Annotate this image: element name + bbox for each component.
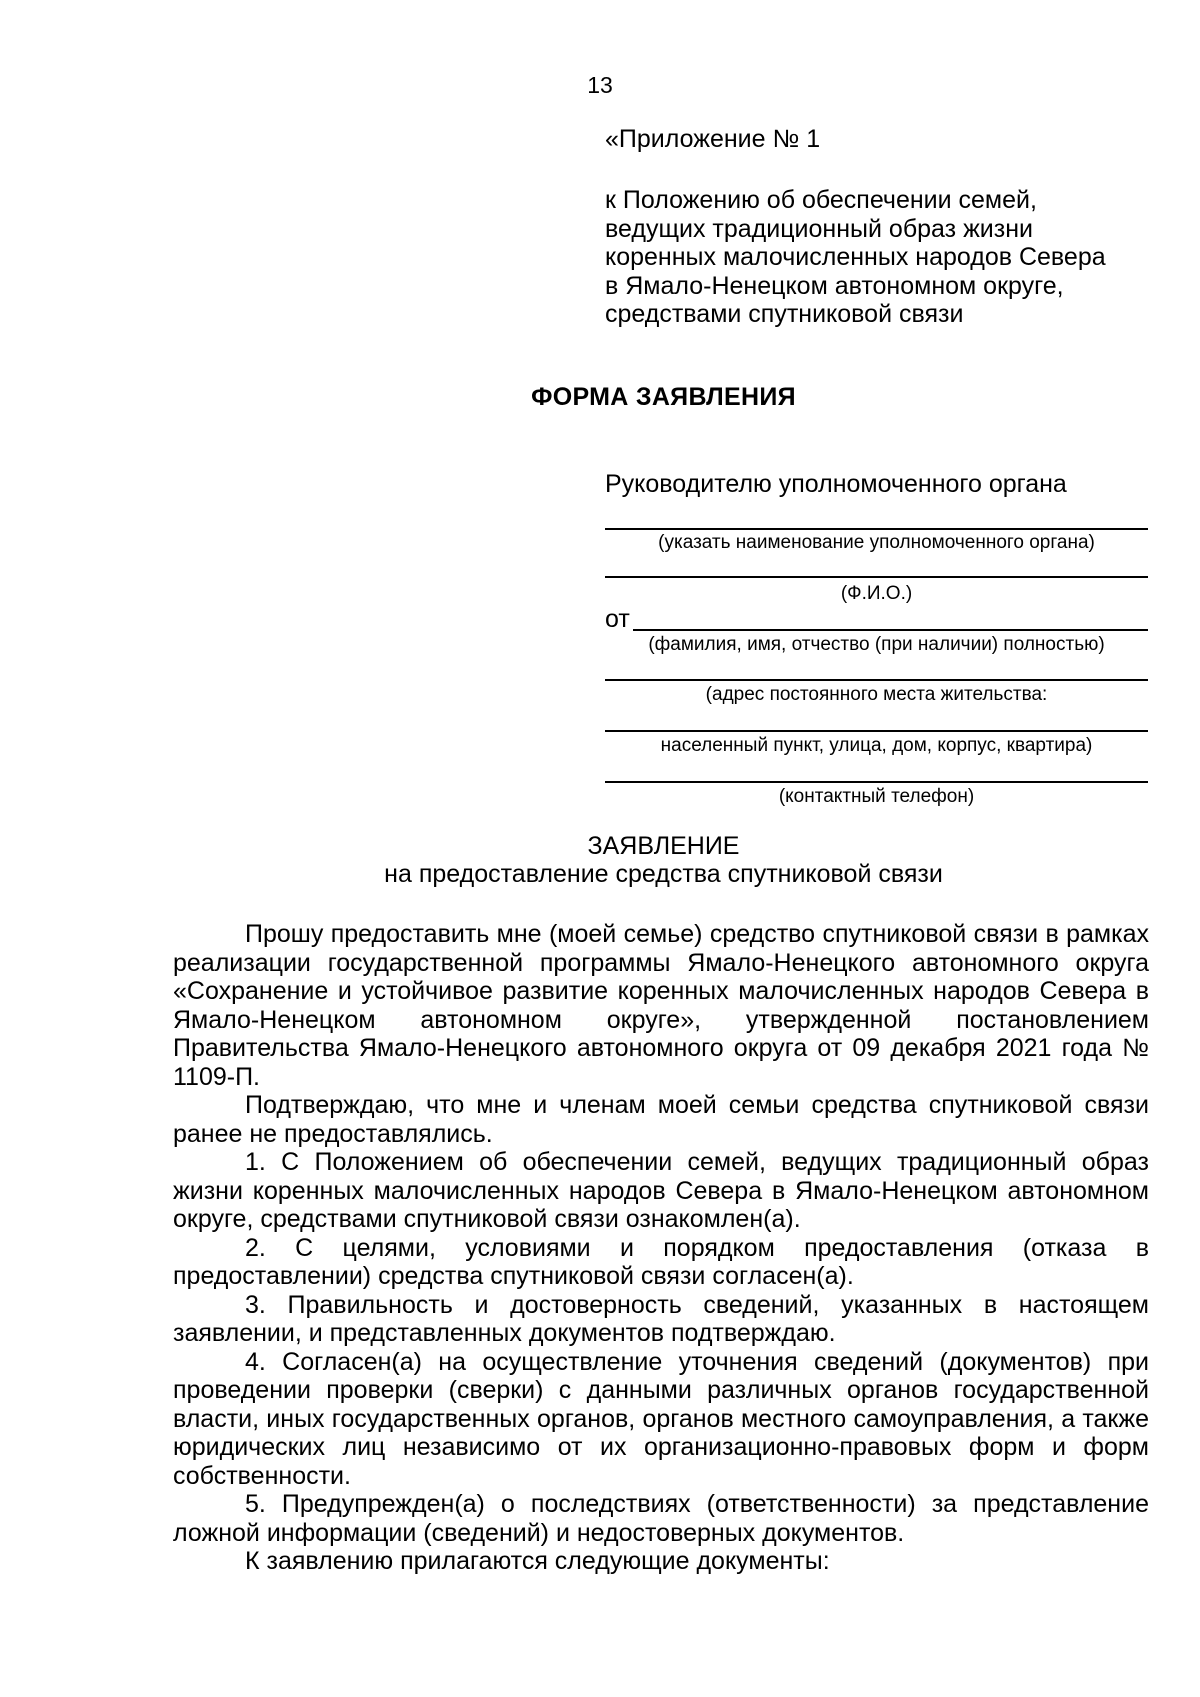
- body-paragraph: Прошу предоставить мне (моей семье) средство спутниковой связи в рамках реализации государственной программы Ямало-Ненецкого автономного округа «Сохранение и устойчивое развитие коренных малочисленных народов Севера в Ямало-Ненецком автономном округе», утвержденной постановлением Правительства Ямало-Ненецкого автономного округа от 09 декабря 2021 года № 1109-П.: [173, 920, 1149, 1091]
- fio-hint: (Ф.И.О.): [840, 583, 913, 604]
- full-name-hint: (фамилия, имя, отчество (при наличии) полностью): [648, 634, 1105, 655]
- form-title: ФОРМА ЗАЯВЛЕНИЯ: [531, 383, 796, 411]
- appendix-subtitle-line: в Ямало-Ненецком автономном округе,: [605, 271, 1064, 300]
- phone-hint: (контактный телефон): [778, 786, 975, 807]
- from-label: от: [605, 605, 630, 633]
- address-detail-line[interactable]: [605, 730, 1148, 732]
- org-name-line[interactable]: [605, 528, 1148, 530]
- body-paragraph: 1. С Положением об обеспечении семей, ведущих традиционный образ жизни коренных малочисленных народов Севера в Ямало-Ненецком автономном округе, средствами спутниковой связи ознакомлен(а).: [173, 1148, 1149, 1233]
- fio-line[interactable]: [605, 576, 1148, 578]
- appendix-subtitle-line: средствами спутниковой связи: [605, 300, 964, 328]
- address-line[interactable]: [605, 679, 1148, 681]
- statement-subtitle: на предоставление средства спутниковой связи: [384, 860, 943, 888]
- appendix-title: «Приложение № 1: [605, 125, 821, 153]
- statement-body: [173, 920, 1149, 1576]
- org-name-hint: (указать наименование уполномоченного органа): [658, 532, 1095, 553]
- appendix-subtitle-line: к Положению об обеспечении семей,: [605, 186, 1037, 214]
- page-number: 13: [587, 72, 613, 98]
- phone-line[interactable]: [605, 781, 1148, 783]
- address-hint: (адрес постоянного места жительства:: [705, 684, 1048, 705]
- body-paragraph: 2. С целями, условиями и порядком предоставления (отказа в предоставлении) средства спутниковой связи согласен(а).: [173, 1233, 1149, 1290]
- body-paragraph: К заявлению прилагаются следующие документы:: [245, 1547, 830, 1575]
- appendix-subtitle-line: коренных малочисленных народов Севера: [605, 243, 1106, 271]
- body-paragraph: Подтверждаю, что мне и членам моей семьи средства спутниковой связи ранее не предоставлялись.: [173, 1091, 1149, 1148]
- addressee-heading: Руководителю уполномоченного органа: [605, 470, 1067, 498]
- address-detail-hint: населенный пункт, улица, дом, корпус, квартира): [660, 735, 1093, 756]
- body-paragraph: 3. Правильность и достоверность сведений, указанных в настоящем заявлении, и представленных документов подтверждаю.: [173, 1290, 1149, 1347]
- appendix-subtitle-line: ведущих традиционный образ жизни: [605, 214, 1033, 243]
- body-paragraph: 4. Согласен(а) на осуществление уточнения сведений (документов) при проведении проверки (сверки) с данными различных органов государственной власти, иных государственных органов, органов местного самоуправления, а также юридических лиц независимо от их организационно-правовых форм и форм собственности.: [173, 1347, 1149, 1490]
- statement-title: ЗАЯВЛЕНИЕ: [587, 832, 740, 860]
- body-paragraph: 5. Предупрежден(а) о последствиях (ответственности) за представление ложной информации (сведений) и недостоверных документов.: [173, 1490, 1149, 1547]
- appendix-subtitle: [605, 186, 1165, 329]
- full-name-line[interactable]: [633, 629, 1148, 631]
